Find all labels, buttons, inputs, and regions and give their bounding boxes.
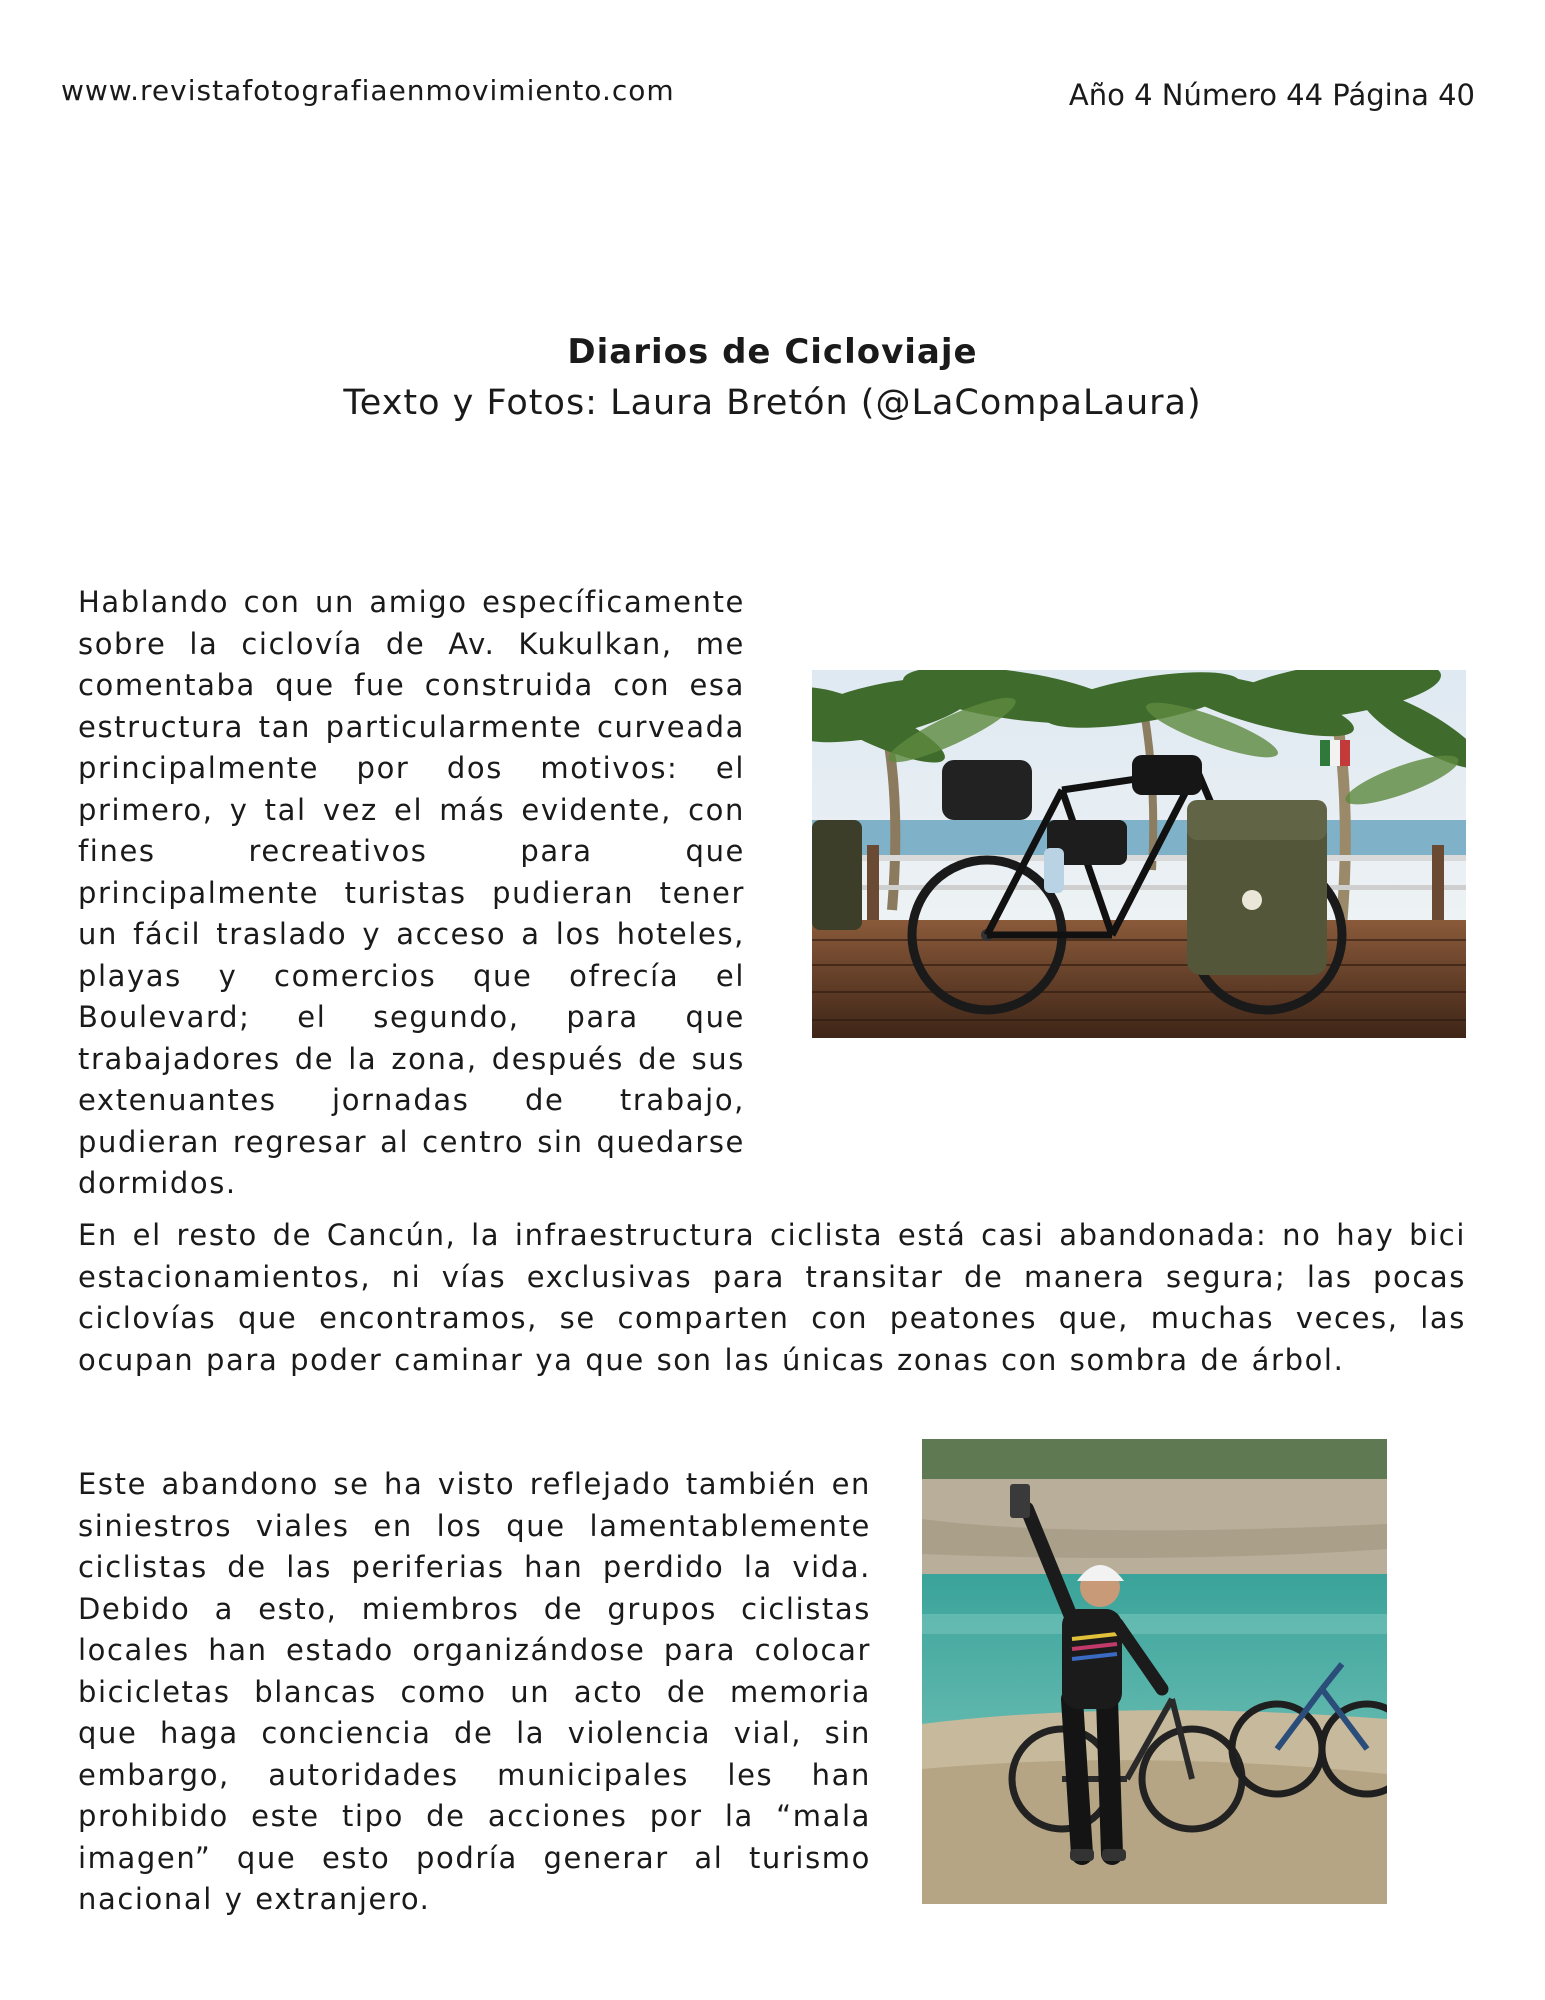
- article-paragraph: En el resto de Cancún, la infraestructura ciclista está casi abandonada: no hay bici estacionamientos, ni vías exclusivas para transitar de manera segura; las pocas ciclovías que encontramos, se comparten con peatones que, muchas veces, las ocupan para poder caminar ya que son las únicas zonas con sombra de árbol.: [78, 1218, 1466, 1377]
- article-paragraph: Hablando con un amigo específicamente sobre la ciclovía de Av. Kukulkan, me comentaba que fue construida con esa estructura tan particularmente curveada principalmente por dos motivos: el primero, y tal vez el más evidente, con fines recreativos para que principalmente turistas pudieran tener un fácil traslado y acceso a los hoteles, playas y comercios que ofrecía el Boulevard; el segundo, para que trabajadores de la zona, después de sus extenuantes jornadas de trabajo, pudieran regresar al centro sin quedarse dormidos.: [78, 585, 745, 1200]
- article-paragraph: Este abandono se ha visto reflejado también en siniestros viales en los que lamentablemente ciclistas de las periferias han perdido la vida. Debido a esto, miembros de grupos ciclistas locales han estado organizándose para colocar bicicletas blancas como un acto de memoria que haga conciencia de la violencia vial, sin embargo, autoridades municipales les han prohibido este tipo de acciones por la “mala imagen” que esto podría generar al turismo nacional y extranjero.: [78, 1467, 871, 1916]
- article-title: Diarios de Cicloviaje: [567, 332, 978, 372]
- loaded-bicycle-photo: [812, 670, 1466, 1038]
- issue-page-info: Año 4 Número 44 Página 40: [1068, 78, 1475, 112]
- article-byline: Texto y Fotos: Laura Bretón (@LaCompaLaura): [343, 383, 1202, 423]
- cyclist-lagoon-photo: [922, 1439, 1387, 1904]
- website-url[interactable]: www.revistafotografiaenmovimiento.com: [61, 74, 675, 107]
